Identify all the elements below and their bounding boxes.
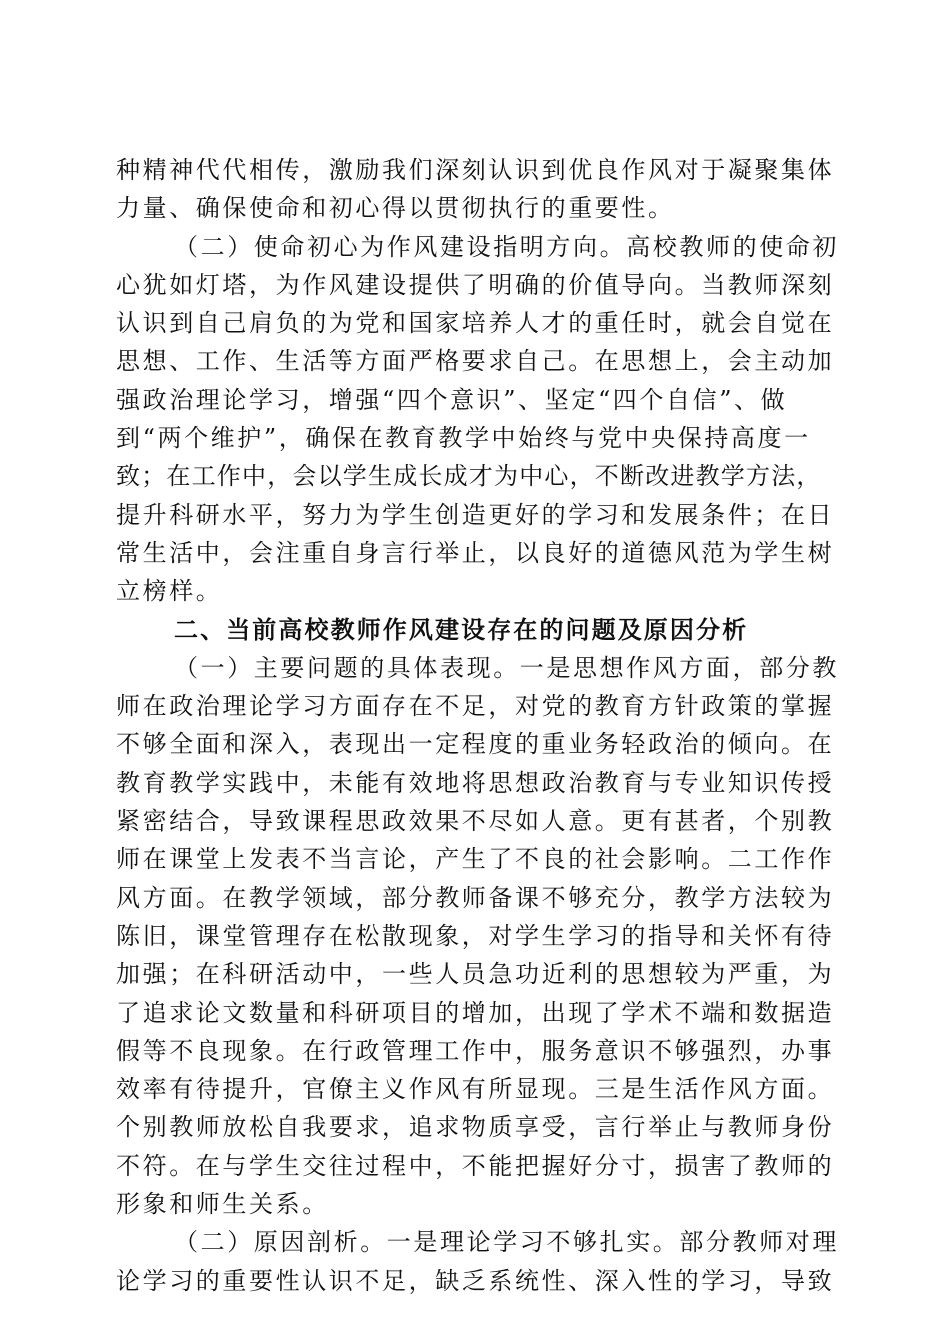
paragraph-line: 心犹如灯塔，为作风建设提供了明确的价值导向。当教师深刻	[116, 270, 835, 299]
paragraph-line: 个别教师放松自我要求，追求物质享受，言行举止与教师身份	[116, 1113, 835, 1142]
paragraph-line: （二）使命初心为作风建设指明方向。高校教师的使命初	[174, 232, 839, 261]
paragraph-line: 风方面。在教学领域，部分教师备课不够充分，教学方法较为	[116, 883, 835, 912]
paragraph-line: 效率有待提升，官僚主义作风有所显现。三是生活作风方面。	[116, 1075, 835, 1104]
paragraph-line: 教育教学实践中，未能有效地将思想政治教育与专业知识传授	[116, 768, 835, 797]
paragraph-line: 认识到自己肩负的为党和国家培养人才的重任时，就会自觉在	[116, 309, 835, 338]
paragraph-line: 常生活中，会注重自身言行举止，以良好的道德风范为学生树	[116, 538, 835, 567]
paragraph-line: 提升科研水平，努力为学生创造更好的学习和发展条件；在日	[116, 500, 835, 529]
section-heading: 二、当前高校教师作风建设存在的问题及原因分析	[174, 615, 749, 644]
paragraph-line: 不符。在与学生交往过程中，不能把握好分寸，损害了教师的	[116, 1151, 835, 1180]
paragraph-line: 不够全面和深入，表现出一定程度的重业务轻政治的倾向。在	[116, 730, 835, 759]
paragraph-line: 加强；在科研活动中，一些人员急功近利的思想较为严重，为	[116, 960, 835, 989]
paragraph-line: 到“两个维护”，确保在教育教学中始终与党中央保持高度一	[116, 424, 811, 453]
paragraph-line: 了追求论文数量和科研项目的增加，出现了学术不端和数据造	[116, 998, 835, 1027]
document-body	[116, 151, 839, 1300]
paragraph-line: 论学习的重要性认识不足，缺乏系统性、深入性的学习，导致	[116, 1266, 835, 1295]
paragraph-line: 强政治理论学习，增强“四个意识”、坚定“四个自信”、做	[116, 385, 788, 414]
paragraph-line: 立榜样。	[116, 577, 223, 606]
paragraph-line: 紧密结合，导致课程思政效果不尽如人意。更有甚者，个别教	[116, 807, 835, 836]
paragraph-line: 思想、工作、生活等方面严格要求自己。在思想上，会主动加	[116, 347, 835, 376]
paragraph-line: （二）原因剖析。一是理论学习不够扎实。部分教师对理	[174, 1228, 839, 1257]
paragraph-line: （一）主要问题的具体表现。一是思想作风方面，部分教	[174, 653, 839, 682]
paragraph-line: 力量、确保使命和初心得以贯彻执行的重要性。	[116, 194, 675, 223]
paragraph-line: 假等不良现象。在行政管理工作中，服务意识不够强烈，办事	[116, 1036, 835, 1065]
paragraph-line: 陈旧，课堂管理存在松散现象，对学生学习的指导和关怀有待	[116, 921, 835, 950]
paragraph-line: 形象和师生关系。	[116, 1190, 329, 1219]
paragraph-line: 师在政治理论学习方面存在不足，对党的教育方针政策的掌握	[116, 692, 835, 721]
paragraph-line: 种精神代代相传，激励我们深刻认识到优良作风对于凝聚集体	[116, 156, 835, 184]
paragraph-line: 致；在工作中，会以学生成长成才为中心，不断改进教学方法，	[116, 462, 822, 491]
paragraph-line: 师在课堂上发表不当言论，产生了不良的社会影响。二工作作	[116, 845, 835, 874]
